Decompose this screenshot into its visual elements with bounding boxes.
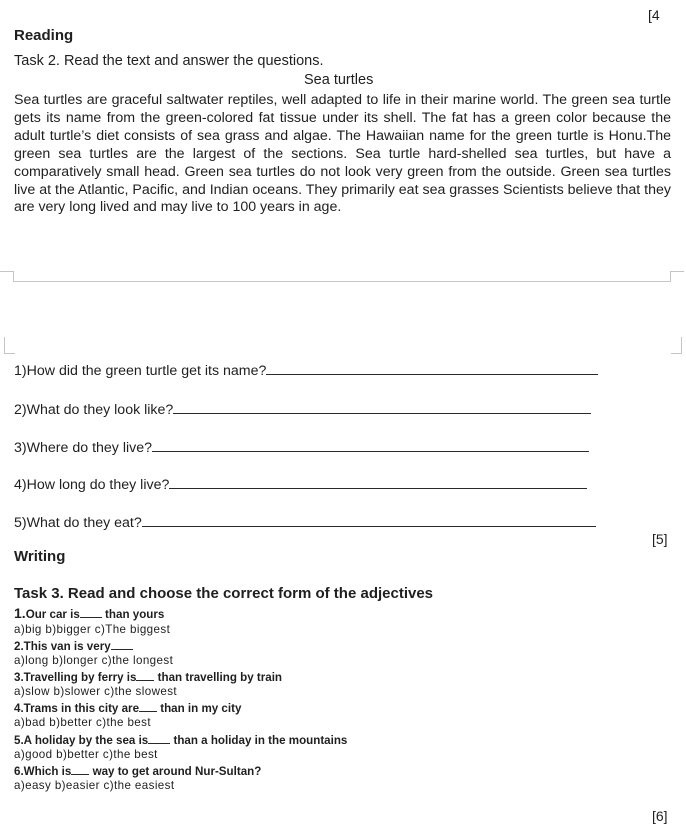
page-marker: [4: [648, 7, 660, 23]
exercise-item-3: 3.Travelling by ferry is than travelling by train: [14, 671, 282, 684]
answer-blank[interactable]: [169, 475, 587, 489]
question-3: 3)Where do they live?: [14, 438, 589, 456]
question-1: 1)How did the green turtle get its name?: [14, 361, 598, 379]
reading-paragraph: Sea turtles are graceful saltwater reptiles, well adapted to life in their marine world. The green sea turtle gets its name from the green-colored fat tissue under its shell. The fat has a green color because the adult turtle’s diet consists of sea grass and algae. The Hawaiian name for the green turtle is Honu.The green sea turtles are the largest of the sections. Sea turtle hard-shelled sea turtles, but have a comparatively small head. Green sea turtles do not look very green from the outside. Green sea turtles live at the Atlantic, Pacific, and Indian oceans. They primarily eat sea grasses Scientists believe that they are very long lived and may live to 100 years in age.: [14, 92, 671, 216]
writing-heading: Writing: [14, 548, 66, 565]
question-4: 4)How long do they live?: [14, 475, 587, 493]
crop-bracket-right: [670, 271, 684, 282]
exercise-item-1: 1.Our car is than yours: [14, 605, 165, 621]
crop-bracket-bottom-left: [4, 337, 15, 354]
crop-bracket-bottom-right: [671, 337, 682, 354]
exercise-options-3: a)slow b)slower c)the slowest: [14, 685, 178, 698]
answer-blank[interactable]: [152, 438, 589, 452]
exercise-options-5: a)good b)better c)the best: [14, 748, 158, 761]
answer-blank[interactable]: [142, 513, 596, 527]
question-2: 2)What do they look like?: [14, 400, 591, 418]
exercise-options-4: a)bad b)better c)the best: [14, 716, 151, 729]
separator-line: [13, 281, 670, 282]
exercise-options-2: a)long b)longer c)the longest: [14, 654, 174, 667]
exercise-options-6: a)easy b)easier c)the easiest: [14, 779, 175, 792]
reading-heading: Reading: [14, 27, 74, 44]
reading-score: [5]: [652, 531, 668, 547]
answer-blank[interactable]: [111, 639, 133, 650]
answer-blank[interactable]: [266, 361, 598, 375]
task2-title: Task 2. Read the text and answer the questions.: [14, 53, 324, 69]
writing-score: [6]: [652, 808, 668, 824]
answer-blank[interactable]: [173, 400, 591, 414]
answer-blank[interactable]: [148, 733, 170, 744]
question-5: 5)What do they eat?: [14, 513, 596, 531]
answer-blank[interactable]: [71, 764, 89, 775]
exercise-item-2: 2.This van is very: [14, 639, 133, 653]
answer-blank[interactable]: [80, 607, 102, 618]
crop-bracket-left: [0, 271, 14, 282]
text-title: Sea turtles: [304, 72, 374, 88]
exercise-item-5: 5.A holiday by the sea is than a holiday in the mountains: [14, 734, 348, 747]
task3-title: Task 3. Read and choose the correct form of the adjectives: [14, 585, 434, 602]
exercise-options-1: a)big b)bigger c)The biggest: [14, 623, 171, 636]
answer-blank[interactable]: [136, 670, 154, 681]
exercise-item-6: 6.Which is way to get around Nur-Sultan?: [14, 765, 262, 778]
answer-blank[interactable]: [139, 701, 157, 712]
exercise-item-4: 4.Trams in this city are than in my city: [14, 702, 242, 715]
